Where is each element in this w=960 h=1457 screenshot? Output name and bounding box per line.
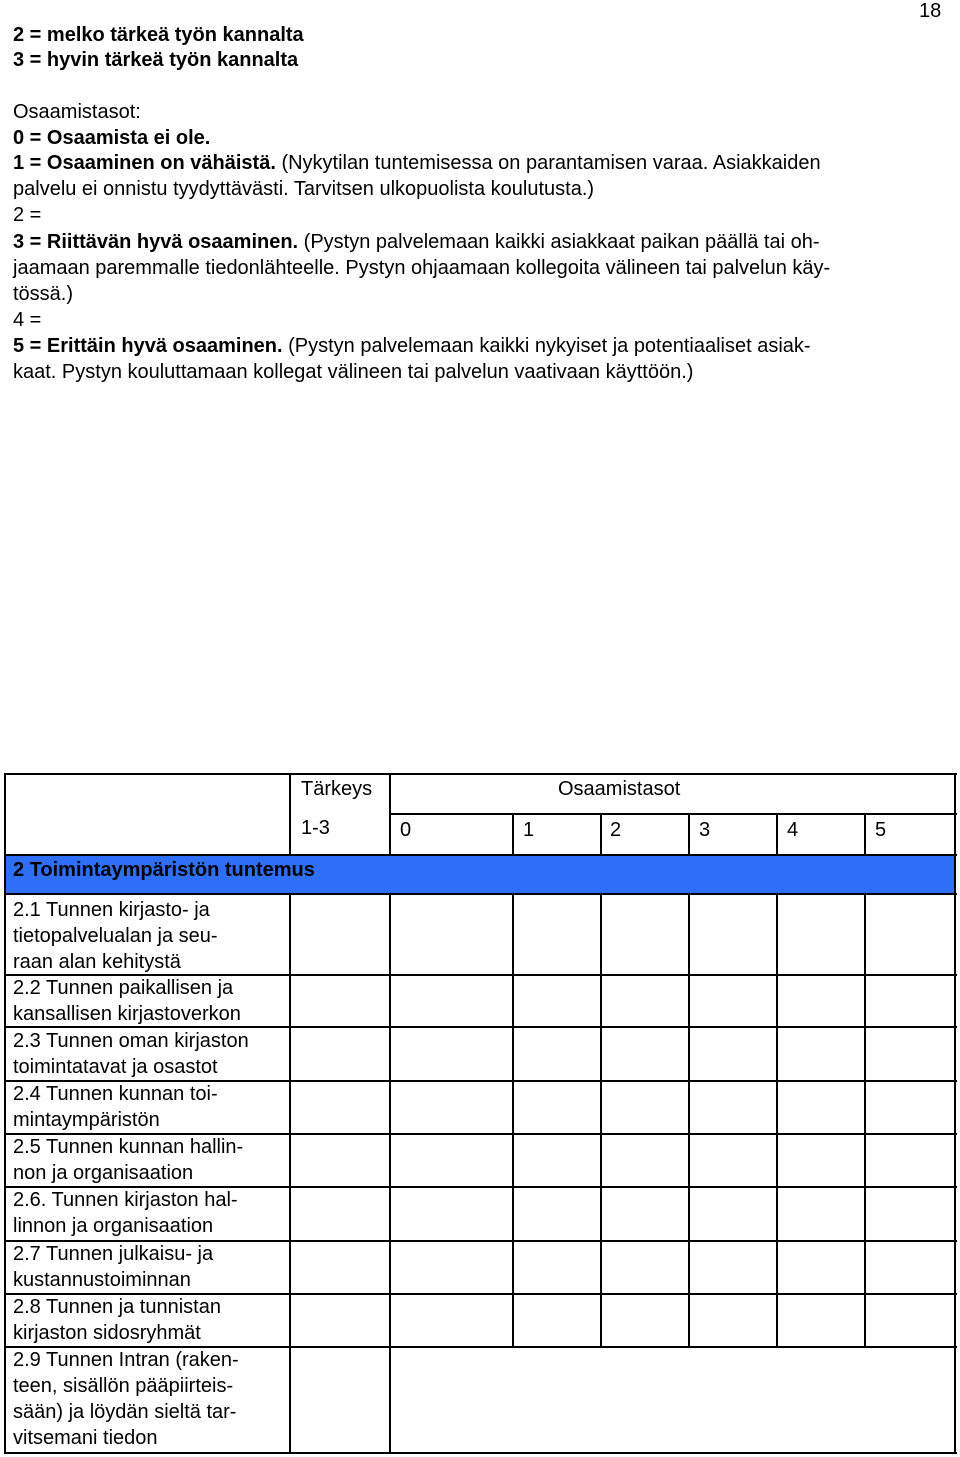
row-label-line: mintaympäristön: [13, 1109, 160, 1131]
row-label-line: non ja organisaation: [13, 1162, 194, 1184]
grid-line: [5, 1026, 957, 1028]
level-col-1: 1: [523, 819, 535, 841]
level-3-title: 3 = Riittävän hyvä osaaminen.: [13, 231, 299, 253]
levels-heading: Osaamistasot:: [13, 101, 141, 123]
level-2: 2 =: [13, 204, 42, 226]
grid-line: [864, 813, 866, 856]
row-label-line: 2.7 Tunnen julkaisu- ja: [13, 1243, 214, 1265]
grid-line: [5, 773, 957, 775]
row-label-line: kustannustoiminnan: [13, 1269, 191, 1291]
level-3-desc-a: (Pystyn palvelemaan kaikki asiakkaat paikan päällä tai oh-: [298, 231, 820, 253]
page-number: 18: [919, 0, 942, 22]
row-label-line: 2.3 Tunnen oman kirjaston: [13, 1030, 249, 1052]
level-1-title: 1 = Osaaminen on vähäistä.: [13, 152, 276, 174]
level-5-title: 5 = Erittäin hyvä osaaminen.: [13, 335, 283, 357]
grid-line: [390, 813, 957, 815]
section-title: 2 Toimintaympäristön tuntemus: [13, 859, 315, 881]
level-4: 4 =: [13, 309, 42, 331]
row-label-line: 2.4 Tunnen kunnan toi-: [13, 1083, 218, 1105]
grid-line: [5, 974, 957, 976]
grid-line: [4, 773, 6, 1454]
level-col-4: 4: [787, 819, 799, 841]
grid-line: [688, 893, 690, 1347]
row-label-line: 2.5 Tunnen kunnan hallin-: [13, 1136, 244, 1158]
level-5-desc-a: (Pystyn palvelemaan kaikki nykyiset ja potentiaaliset asiak-: [282, 335, 811, 357]
grid-line: [954, 773, 956, 1454]
grid-line: [688, 813, 690, 856]
grid-line: [5, 1133, 957, 1135]
row-label-line: tietopalvelualan ja seu-: [13, 925, 218, 947]
level-0: 0 = Osaamista ei ole.: [13, 127, 211, 149]
level-3-desc-b: jaamaan paremmalle tiedonlähteelle. Pystyn ohjaamaan kollegoita välineen tai palvelun käy-: [13, 257, 831, 279]
level-5-desc-b: kaat. Pystyn kouluttamaan kollegat välineen tai palvelun vaativaan käyttöön.): [13, 361, 694, 383]
grid-line: [776, 893, 778, 1347]
grid-line: [512, 893, 514, 1347]
grid-line: [289, 773, 291, 856]
grid-line: [5, 854, 957, 856]
level-1-desc-a: (Nykytilan tuntemisessa on parantamisen varaa. Asiakkaiden: [275, 152, 821, 174]
row-label-line: 2.6. Tunnen kirjaston hal-: [13, 1189, 238, 1211]
row-label-line: kansallisen kirjastoverkon: [13, 1003, 241, 1025]
grid-line: [864, 893, 866, 1347]
level-col-2: 2: [610, 819, 622, 841]
row-label-line: vitsemani tiedon: [13, 1427, 158, 1449]
row-label-line: kirjaston sidosryhmät: [13, 1322, 201, 1344]
level-5: [13, 333, 811, 359]
row-label-line: 2.1 Tunnen kirjasto- ja: [13, 899, 210, 921]
level-col-0: 0: [400, 819, 412, 841]
grid-line: [289, 893, 291, 1454]
row-label-line: raan alan kehitystä: [13, 951, 181, 973]
row-label-line: 2.2 Tunnen paikallisen ja: [13, 977, 234, 999]
level-3: [13, 229, 820, 255]
level-col-3: 3: [699, 819, 711, 841]
levels-header: Osaamistasot: [558, 778, 681, 800]
grid-line: [5, 1240, 957, 1242]
row-label-line: 2.8 Tunnen ja tunnistan: [13, 1296, 221, 1318]
grid-line: [600, 893, 602, 1347]
grid-line: [5, 1186, 957, 1188]
grid-line: [5, 1346, 957, 1348]
row-label-line: 2.9 Tunnen Intran (raken-: [13, 1349, 239, 1371]
row-label-line: toimintatavat ja osastot: [13, 1056, 218, 1078]
grid-line: [512, 813, 514, 856]
importance-line-2: 2 = melko tärkeä työn kannalta: [13, 24, 304, 46]
level-1: [13, 150, 821, 176]
importance-line-3: 3 = hyvin tärkeä työn kannalta: [13, 49, 299, 71]
grid-line: [5, 1293, 957, 1295]
grid-line: [776, 813, 778, 856]
row-label-line: teen, sisällön pääpiirteis-: [13, 1375, 234, 1397]
grid-line: [5, 1080, 957, 1082]
level-3-desc-c: tössä.): [13, 283, 74, 305]
level-col-5: 5: [875, 819, 887, 841]
importance-range: 1-3: [301, 817, 330, 839]
importance-header: Tärkeys: [301, 778, 373, 800]
grid-line: [600, 813, 602, 856]
grid-line: [5, 893, 957, 895]
grid-line: [5, 1452, 957, 1454]
row-label-line: sään) ja löydän sieltä tar-: [13, 1401, 237, 1423]
level-1-desc-b: palvelu ei onnistu tyydyttävästi. Tarvitsen ulkopuolista koulutusta.): [13, 178, 595, 200]
grid-line: [389, 773, 391, 856]
row-label-line: linnon ja organisaation: [13, 1215, 214, 1237]
grid-line: [389, 893, 391, 1454]
